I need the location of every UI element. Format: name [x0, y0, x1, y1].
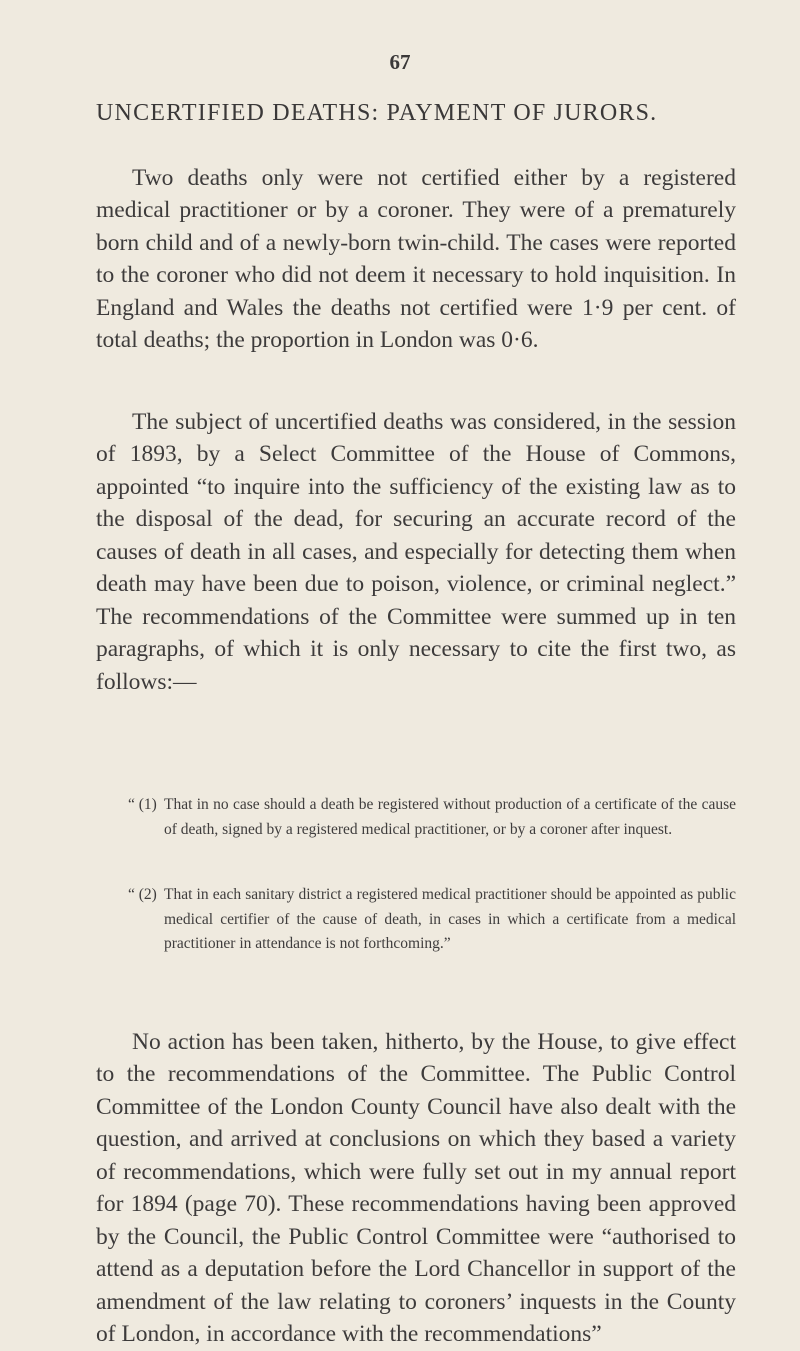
section-heading: UNCERTIFIED DEATHS: PAYMENT OF JURORS. [96, 100, 658, 126]
page-number: 67 [389, 50, 411, 74]
paragraph-no-action: No action has been taken, hitherto, by the House, to give effect to the recommendations of the Committee. The Public Control Committee of the London County Council have also dealt with the question, and arrived at conclusions on which they based a variety of recommendations, which were fully set out in my annual report for 1894 (page 70). These recommendations having been approved by the Council, the Public Control Committee were “authorised to attend as a deputation before the Lord Chancellor in support of the amendment of the law relating to coroners’ inquests in the County of London, in accordance with the recommendations” [96, 1028, 736, 1347]
quoted-recommendation-1 [128, 793, 736, 842]
paragraph-select-committee: The subject of uncertified deaths was considered, in the session of 1893, by a Select Committee of the House of Commons, appointed “to inquire into the sufficiency of the existing law as to the disposal of the dead, for securing an accurate record of the causes of death in all cases, and especially for detecting them when death may have been due to poison, violence, or criminal neglect.” The recommendations of the Committee were summed up in ten paragraphs, of which it is only necessary to cite the first two, as follows:— [96, 408, 736, 695]
quote-1-text: That in no case should a death be registered without production of a certificate of the cause of death, signed by a registered medical practitioner, or by a coroner after inquest. [164, 796, 736, 838]
quote-2-text: That in each sanitary district a registered medical practitioner should be appointed as public medical certifier of the cause of death, in cases in which a certificate from a medical practitioner in attendance is not forthcoming.” [164, 886, 736, 952]
quote-1-marker: “ (1) [128, 796, 157, 813]
quoted-recommendation-2 [128, 883, 736, 957]
paragraph-uncertified-deaths: Two deaths only were not certified either by a registered medical practitioner or by a coroner. They were of a prematurely born child and of a newly-born twin-child. The cases were reported to the coroner who did not deem it necessary to hold inquisition. In England and Wales the deaths not certified were 1·9 per cent. of total deaths; the proportion in London was 0·6. [96, 164, 736, 353]
quote-2-marker: “ (2) [128, 886, 157, 903]
